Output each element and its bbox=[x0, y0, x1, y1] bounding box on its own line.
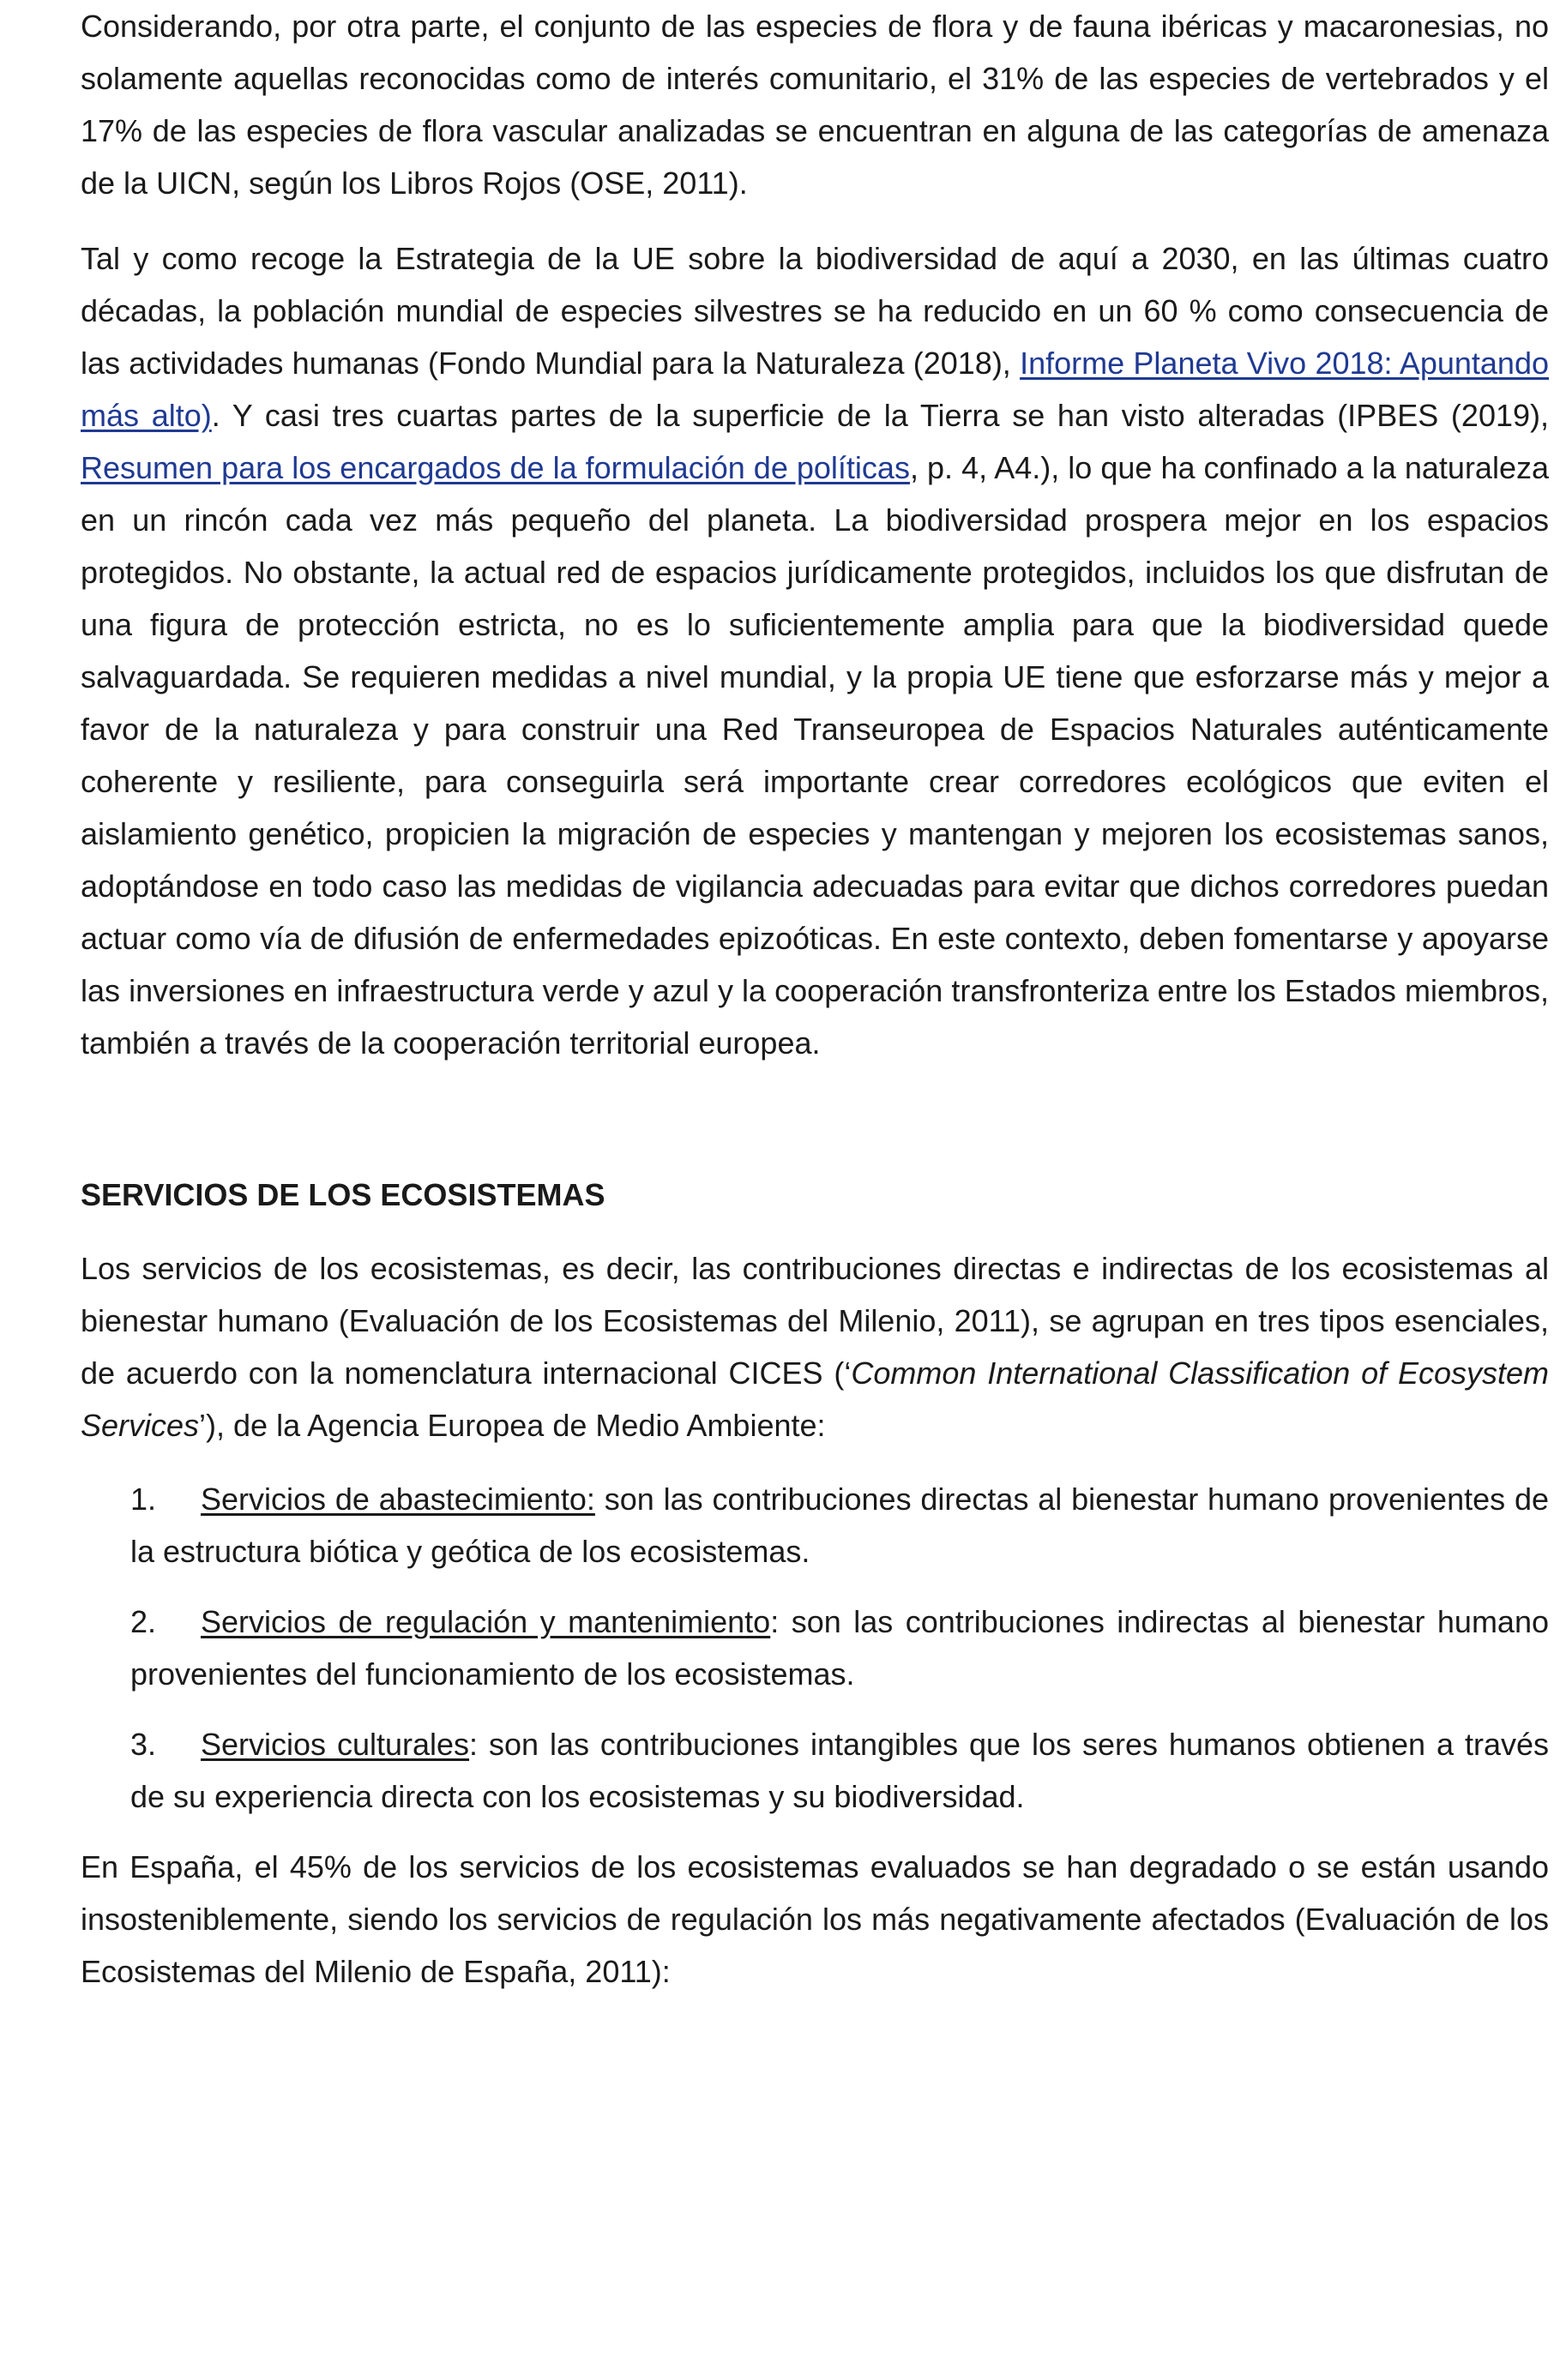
document-page bbox=[81, 0, 1549, 1998]
list-item bbox=[130, 1596, 1549, 1700]
paragraph-eu-strategy bbox=[81, 232, 1549, 1069]
list-item bbox=[130, 1473, 1549, 1578]
list-item bbox=[130, 1718, 1549, 1823]
list-item-number: 1. bbox=[130, 1481, 157, 1517]
link-resumen-ipbes[interactable]: Resumen para los encargados de la formulación de políticas bbox=[81, 450, 910, 485]
intro-part1: Los servicios de los ecosistemas, es decir, las contribuciones directas e indirectas de los ecosistemas al bienestar humano (Evaluación de los Ecosistemas del Milenio, 2011), se agrupan en tres tipos esenciales, de acuerdo con la nomenclatura internacional CICES (‘ bbox=[81, 1251, 1549, 1391]
paragraph-eu-strategy-part1: Tal y como recoge la Estrategia de la UE sobre la biodiversidad de aquí a 2030, en las últimas cuatro décadas, la población mundial de especies silvestres se ha reducido en un 60 % como consecuencia de las actividades humanas (Fondo Mundial para la Naturaleza (2018), bbox=[81, 241, 1549, 381]
intro-cices-name: Common International Classification of Ecosystem Services bbox=[81, 1355, 1549, 1443]
list-item-term: Servicios de regulación y mantenimiento bbox=[201, 1604, 771, 1639]
paragraph-ecosystem-services-intro bbox=[81, 1242, 1549, 1451]
list-item-text: : son las contribuciones intangibles que los seres humanos obtienen a través de su experiencia directa con los ecosistemas y su biodiversidad. bbox=[130, 1727, 1549, 1814]
list-item-number: 3. bbox=[130, 1727, 157, 1762]
paragraph-threatened-species: Considerando, por otra parte, el conjunto de las especies de flora y de fauna ibéricas y macaronesias, no solamente aquellas reconocidas como de interés comunitario, el 31% de las especies de vertebrados y el 17% de las especies de flora vascular analizadas se encuentran en alguna de las categorías de amenaza de la UICN, según los Libros Rojos (OSE, 2011). bbox=[81, 9, 1549, 201]
services-list bbox=[81, 1473, 1549, 1823]
list-item-text: son las contribuciones directas al bienestar humano provenientes de la estructura biótica y geótica de los ecosistemas. bbox=[130, 1481, 1549, 1569]
list-item-term: Servicios culturales bbox=[201, 1727, 470, 1762]
list-item-term: Servicios de abastecimiento: bbox=[201, 1481, 595, 1517]
list-item-text: : son las contribuciones indirectas al bienestar humano provenientes del funcionamiento de los ecosistemas. bbox=[130, 1604, 1549, 1692]
section-heading-ecosystem-services: SERVICIOS DE LOS ECOSISTEMAS bbox=[81, 1177, 605, 1212]
intro-part2: ’), de la Agencia Europea de Medio Ambiente: bbox=[199, 1408, 826, 1443]
paragraph-eu-strategy-part2: . Y casi tres cuartas partes de la superficie de la Tierra se han visto alteradas (IPBES (2019), bbox=[211, 398, 1549, 433]
link-informe-planeta-vivo[interactable]: Informe Planeta Vivo 2018: Apuntando más alto) bbox=[81, 346, 1549, 433]
paragraph-eu-strategy-part3: , p. 4, A4.), lo que ha confinado a la naturaleza en un rincón cada vez más pequeño del planeta. La biodiversidad prospera mejor en los espacios protegidos. No obstante, la actual red de espacios jurídicamente protegidos, incluidos los que disfrutan de una figura de protección estricta, no es lo suficientemente amplia para que la biodiversidad quede salvaguardada. Se requieren medidas a nivel mundial, y la propia UE tiene que esforzarse más y mejor a favor de la naturaleza y para construir una Red Transeuropea de Espacios Naturales auténticamente coherente y resiliente, para conseguirla será importante crear corredores ecológicos que eviten el aislamiento genético, propicien la migración de especies y mantengan y mejoren los ecosistemas sanos, adoptándose en todo caso las medidas de vigilancia adecuadas para evitar que dichos corredores puedan actuar como vía de difusión de enfermedades epizoóticas. En este contexto, deben fomentarse y apoyarse las inversiones en infraestructura verde y azul y la cooperación transfronteriza entre los Estados miembros, también a través de la cooperación territorial europea. bbox=[81, 450, 1549, 1061]
list-item-number: 2. bbox=[130, 1604, 157, 1639]
paragraph-spain-degradation: En España, el 45% de los servicios de los ecosistemas evaluados se han degradado o se están usando insosteniblemente, siendo los servicios de regulación los más negativamente afectados (Evaluación de los Ecosistemas del Milenio de España, 2011): bbox=[81, 1849, 1549, 1989]
